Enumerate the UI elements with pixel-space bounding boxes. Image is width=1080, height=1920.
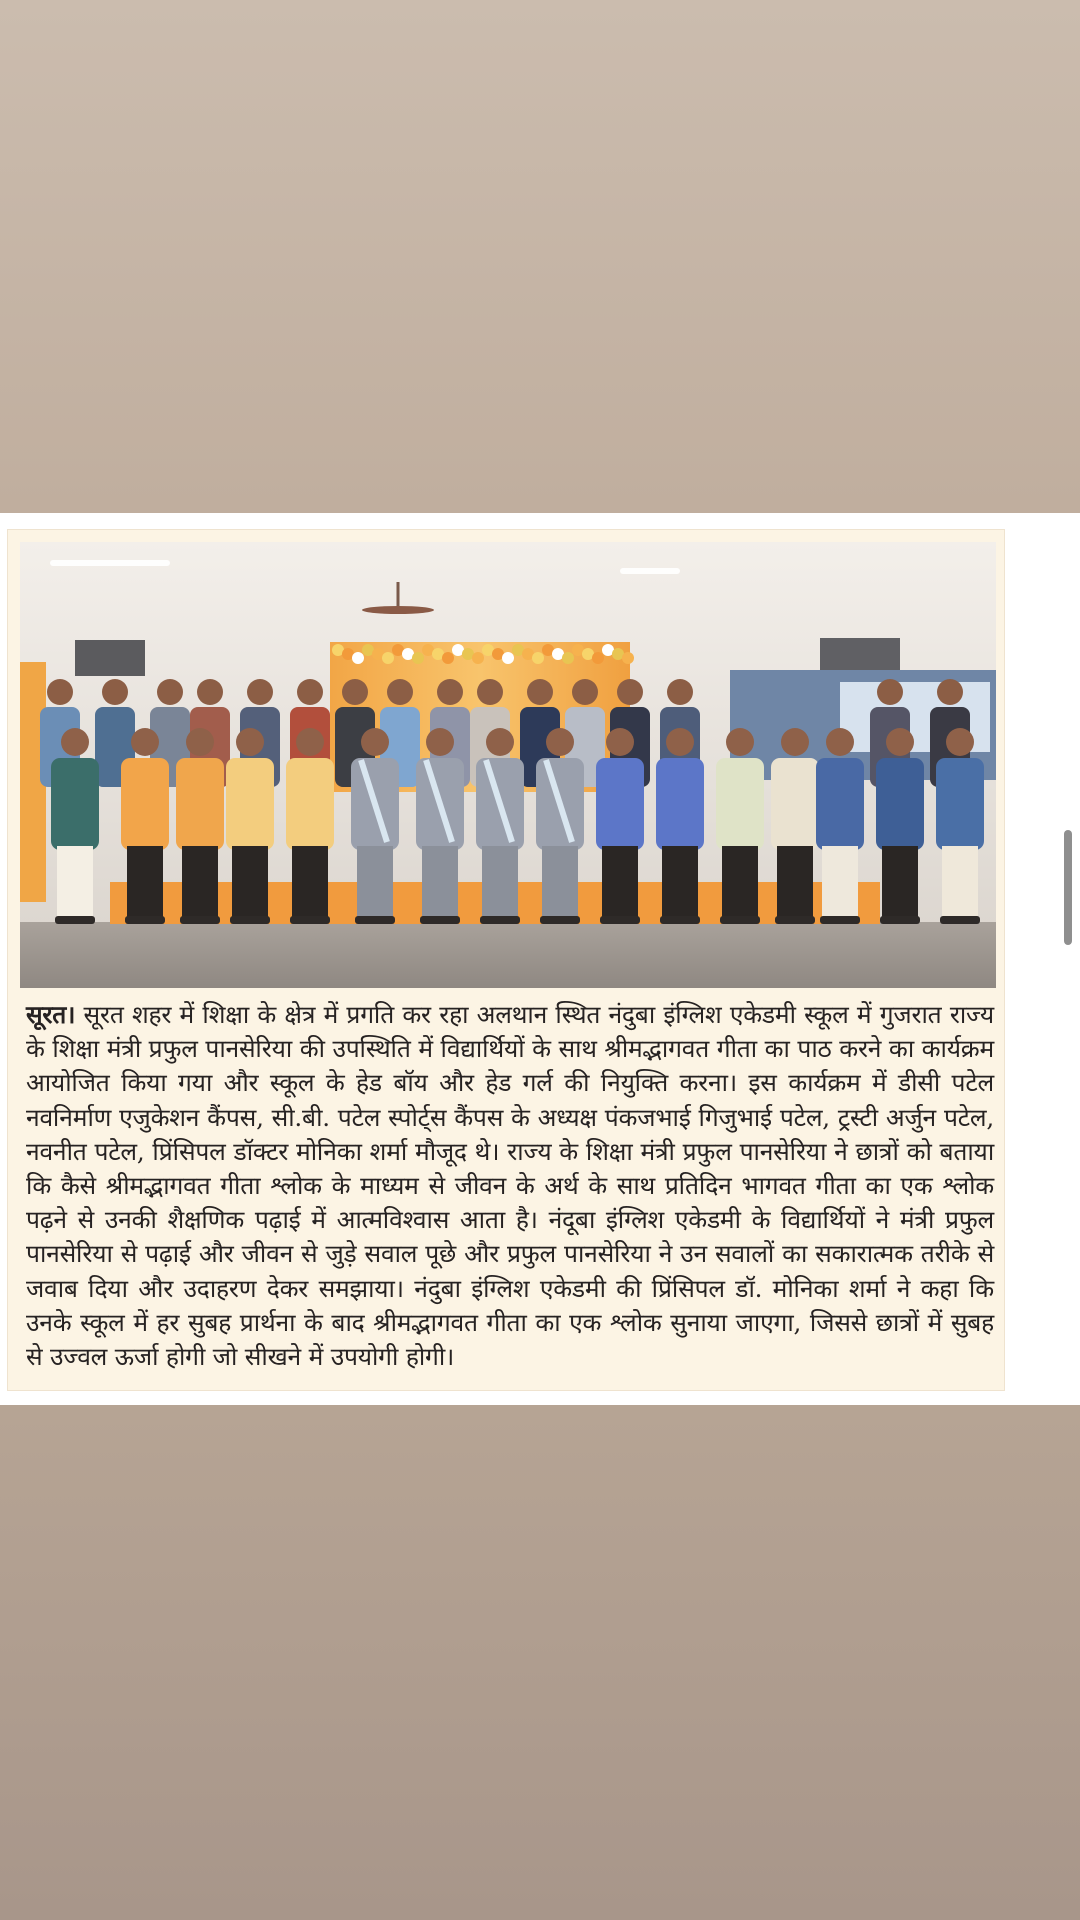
- background-bottom: [0, 1405, 1080, 1920]
- background-top: [0, 0, 1080, 513]
- scrollbar-thumb[interactable]: [1064, 830, 1072, 945]
- article-dateline: सूरत।: [26, 1000, 76, 1029]
- article-body: सूरत शहर में शिक्षा के क्षेत्र में प्रगति कर रहा अलथान स्थित नंदुबा इंग्लिश एकेडमी स्कूल में गुजरात राज्य के शिक्षा मंत्री प्रफुल पानसेरिया की उपस्थिति में विद्यार्थियों के साथ श्रीमद्भागवत गीता का पाठ करने का कार्यक्रम आयोजित किया गया और स्कूल के हेड बॉय और हेड गर्ल की नियुक्ति करना। इस कार्यक्रम में डीसी पटेल नवनिर्माण एजुकेशन कैंपस, सी.बी. पटेल स्पोर्ट्स कैंपस के अध्यक्ष पंकजभाई गिजुभाई पटेल, ट्रस्टी अर्जुन पटेल, नवनीत पटेल, प्रिंसिपल डॉक्टर मोनिका शर्मा मौजूद थे। राज्य के शिक्षा मंत्री प्रफुल पानसेरिया ने छात्रों को बताया कि कैसे श्रीमद्भागवत गीता श्लोक के माध्यम से जीवन के अर्थ के साथ प्रतिदिन भागवत गीता का एक श्लोक पढ़ने से उनकी शैक्षणिक पढ़ाई में आत्मविश्वास आता है। नंदूबा इंग्लिश एकेडमी के विद्यार्थियों ने मंत्री प्रफुल पानसेरिया से पढ़ाई और जीवन से जुड़े सवाल पूछे और प्रफुल पानसेरिया ने उन सवालों का सकारात्मक तरीके से जवाब दिया और उदाहरण देकर समझाया। नंदुबा इंग्लिश एकेडमी की प्रिंसिपल डॉ. मोनिका शर्मा ने कहा कि उनके स्कूल में हर सुबह प्रार्थना के बाद श्रीमद्भागवत गीता का एक श्लोक सुनाया जाएगा, जिससे छात्रों में सुबह से उज्वल ऊर्जा होगी जो सीखने में उपयोगी होगी।: [26, 1000, 994, 1372]
- group-photo: [20, 542, 996, 988]
- article-text: [26, 998, 994, 1374]
